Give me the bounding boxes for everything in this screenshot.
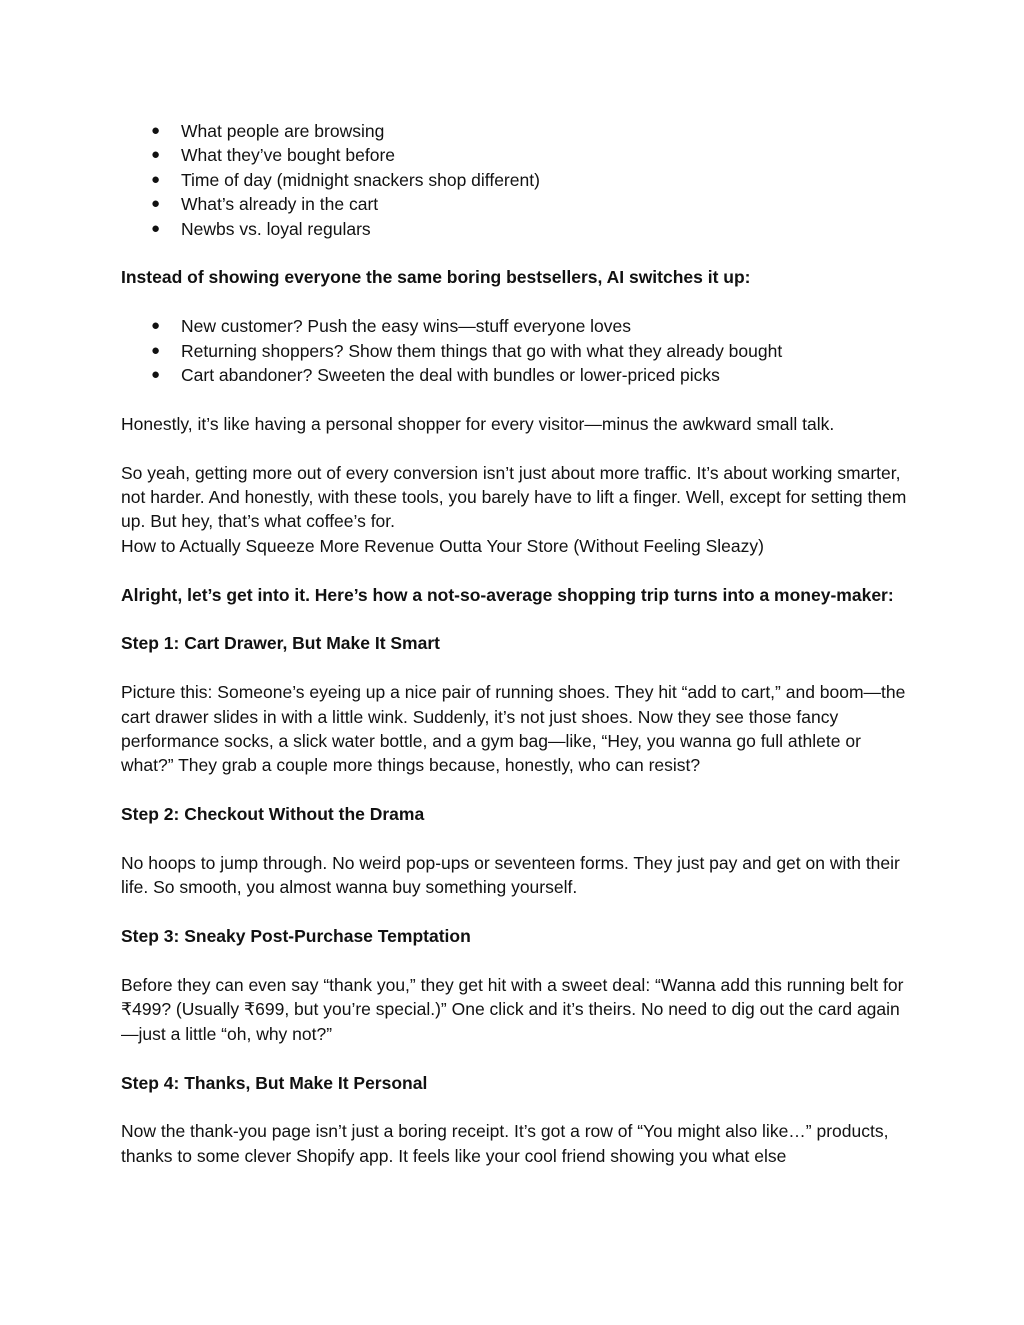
document-page xyxy=(121,119,911,1168)
bullet-icon: ● xyxy=(151,146,161,164)
bullet-icon: ● xyxy=(151,219,161,237)
step-body: Now the thank-you page isn’t just a boring receipt. It’s got a row of “You might also like…” products, thanks to some clever Shopify app. It feels like your cool friend showing you what else xyxy=(121,1121,889,1166)
list-item: ● Returning shoppers? Show them things that go with what they already bought xyxy=(121,339,911,363)
list-item: ● New customer? Push the easy wins—stuff everyone loves xyxy=(121,314,911,338)
list-item: ● Time of day (midnight snackers shop different) xyxy=(121,168,911,192)
step-heading: Step 2: Checkout Without the Drama xyxy=(121,804,425,825)
bullet-icon: ● xyxy=(151,317,161,335)
ai-heading: Instead of showing everyone the same boring bestsellers, AI switches it up: xyxy=(121,267,751,288)
step-heading: Step 1: Cart Drawer, But Make It Smart xyxy=(121,633,440,654)
list-item: ● What people are browsing xyxy=(121,119,911,143)
intro-heading: Alright, let’s get into it. Here’s how a not-so-average shopping trip turns into a money-maker: xyxy=(121,584,894,605)
bullet-icon: ● xyxy=(151,341,161,359)
step-body: No hoops to jump through. No weird pop-ups or seventeen forms. They just pay and get on with their life. So smooth, you almost wanna buy something yourself. xyxy=(121,853,900,898)
bullet-icon: ● xyxy=(151,170,161,188)
list-item: ● What’s already in the cart xyxy=(121,192,911,216)
list-item: ● What they’ve bought before xyxy=(121,143,911,167)
bullet-icon: ● xyxy=(151,366,161,384)
paragraph-personal-shopper: Honestly, it’s like having a personal shopper for every visitor—minus the awkward small talk. xyxy=(121,413,835,434)
signals-list xyxy=(121,119,911,241)
paragraph-work-smarter: So yeah, getting more out of every conversion isn’t just about more traffic. It’s about working smarter, not harder. And honestly, with these tools, you barely have to lift a finger. Well, except for setting them up. But hey, that’s what coffee’s for. xyxy=(121,462,907,532)
segments-list xyxy=(121,314,911,387)
step-body: Before they can even say “thank you,” they get hit with a sweet deal: “Wanna add this running belt for ₹499? (Usually ₹699, but you’re special.)” One click and it’s theirs. No need to dig out the card again—just a little “oh, why not?” xyxy=(121,975,904,1044)
list-item: ● Cart abandoner? Sweeten the deal with bundles or lower-priced picks xyxy=(121,363,911,387)
list-item: ● Newbs vs. loyal regulars xyxy=(121,217,911,241)
step-heading: Step 3: Sneaky Post-Purchase Temptation xyxy=(121,926,471,947)
article-title: How to Actually Squeeze More Revenue Outta Your Store (Without Feeling Sleazy) xyxy=(121,535,764,556)
step-heading: Step 4: Thanks, But Make It Personal xyxy=(121,1072,428,1093)
step-body: Picture this: Someone’s eyeing up a nice pair of running shoes. They hit “add to cart,” and boom—the cart drawer slides in with a little wink. Suddenly, it’s not just shoes. Now they see those fancy performance socks, a slick water bottle, and a gym bag—like, “Hey, you wanna go full athlete or what?” They grab a couple more things because, honestly, who can resist? xyxy=(121,682,906,776)
bullet-icon: ● xyxy=(151,195,161,213)
bullet-icon: ● xyxy=(151,122,161,139)
